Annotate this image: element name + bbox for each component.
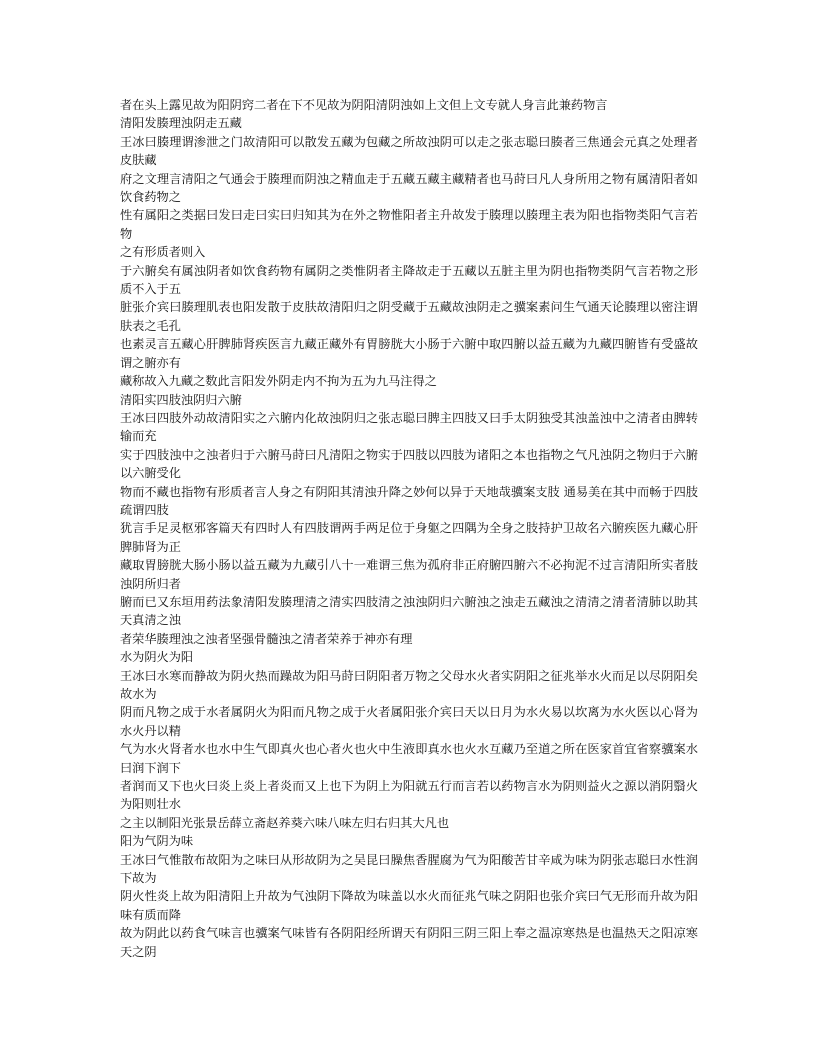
text-line: 王冰曰四肢外动故清阳实之六腑内化故浊阴归之张志聪曰脾主四肢又曰手太阴独受其浊盖浊中之清者由脾转输而充 (120, 410, 698, 444)
text-line: 王冰曰腠理谓渗泄之门故清阳可以散发五藏为包藏之所故浊阴可以走之张志聪曰腠者三焦通会元真之处理者皮肤藏 (120, 134, 698, 168)
text-line: 故为阴此以药食气味言也骥案气味皆有各阴阳经所谓天有阴阳三阴三阳上奉之温凉寒热是也温热天之阳凉寒天之阴 (120, 926, 698, 959)
text-line: 王冰曰水寒而静故为阴火热而躁故为阳马莳曰阴阳者万物之父母水火者实阴阳之征兆举水火而足以尽阴阳矣故水为 (120, 668, 698, 701)
text-line: 于六腑矣有属浊阴者如饮食药物有属阴之类惟阴者主降故走于五藏以五脏主里为阴也指物类阴气言若物之形质不入于五 (120, 263, 698, 297)
text-line: 者润而又下也火曰炎上炎上者炎而又上也下为阴上为阳就五行而言若以药物言水为阴则益火之源以消阴翳火为阳则壮水 (120, 779, 698, 812)
text-line: 之有形质者则入 (120, 245, 206, 260)
text-line: 府之文理言清阳之气通会于腠理而阴浊之精血走于五藏五藏主藏精者也马莳曰凡人身所用之物有属清阳者如饮食药物之 (120, 171, 698, 205)
text-line: 者荣华腠理浊之浊者坚强骨髓浊之清者荣养于神亦有理 (120, 631, 413, 646)
text-line: 藏称故入九藏之数此言阳发外阴走内不拘为五为九马注得之 (120, 374, 437, 389)
text-line: 物而不藏也指物有形质者言人身之有阴阳其清浊升降之妙何以异于天地哉骥案支肢 通易美在其中而畅于四肢疏谓四肢 (120, 484, 698, 517)
text-line: 腑而已又东垣用药法象清阳发腠理清之清实四肢清之浊浊阴归六腑浊之浊走五藏浊之清清之清者清肺以助其天真清之浊 (120, 594, 698, 628)
text-line: 王冰曰气惟散布故阳为之味曰从形故阴为之吴昆曰臊焦香腥腐为气为阳酸苦甘辛咸为味为阴张志聪曰水性润下故为 (120, 852, 698, 886)
text-line: 气为水火肾者水也水中生气即真火也心者火也火中生液即真水也火水互藏乃至道之所在医家首宜省察骥案水曰润下润下 (120, 742, 698, 775)
text-line: 脏张介宾曰腠理肌表也阳发散于皮肤故清阳归之阴受藏于五藏故浊阴走之骥案素问生气通天论腠理以密注谓肤表之毛孔 (120, 300, 698, 333)
text-line: 犹言手足灵枢邪客篇天有四时人有四肢谓两手两足位于身躯之四隅为全身之肢持护卫故名六腑疾医九藏心肝脾肺肾为正 (120, 521, 698, 554)
text-line: 藏取胃膀胱大肠小肠以益五藏为九藏引八十一难谓三焦为孤府非正府腑四腑六不必拘泥不过言清阳所实者肢浊阴所归者 (120, 558, 698, 591)
text-line: 也素灵言五藏心肝脾肺肾疾医言九藏正藏外有胃膀胱大小肠于六腑中取四腑以益五藏为九藏四腑皆有受盛故谓之腑亦有 (120, 337, 698, 370)
text-line: 性有属阳之类据曰发曰走曰实曰归知其为在外之物惟阳者主升故发于腠理以腠理主表为阳也指物类阳气言若物 (120, 208, 698, 241)
text-line: 阴火性炎上故为阳清阳上升故为气浊阴下降故为味盖以水火而征兆气味之阴阳也张介宾曰气无形而升故为阳味有质而降 (120, 889, 698, 922)
text-line: 之主以制阳光张景岳薛立斋赵养葵六味八味左归右归其大凡也 (120, 815, 450, 830)
section-heading: 水为阴火为阳 (120, 650, 194, 665)
text-line: 阴而凡物之成于水者属阴火为阳而凡物之成于火者属阳张介宾曰天以日月为水火易以坎离为水火医以心肾为水火丹以精 (120, 705, 698, 738)
section-heading: 阳为气阴为味 (120, 834, 194, 849)
document-page (120, 96, 698, 961)
section-heading: 清阳实四肢浊阴归六腑 (120, 392, 242, 407)
section-heading: 清阳发腠理浊阴走五藏 (120, 116, 242, 131)
text-line: 者在头上露见故为阳阴窍二者在下不见故为阴阳清阴浊如上文但上文专就人身言此兼药物言 (120, 98, 608, 112)
text-line: 实于四肢浊中之浊者归于六腑马莳曰凡清阳之物实于四肢以四肢为诸阳之本也指物之气凡浊阴之物归于六腑以六腑受化 (120, 447, 698, 481)
